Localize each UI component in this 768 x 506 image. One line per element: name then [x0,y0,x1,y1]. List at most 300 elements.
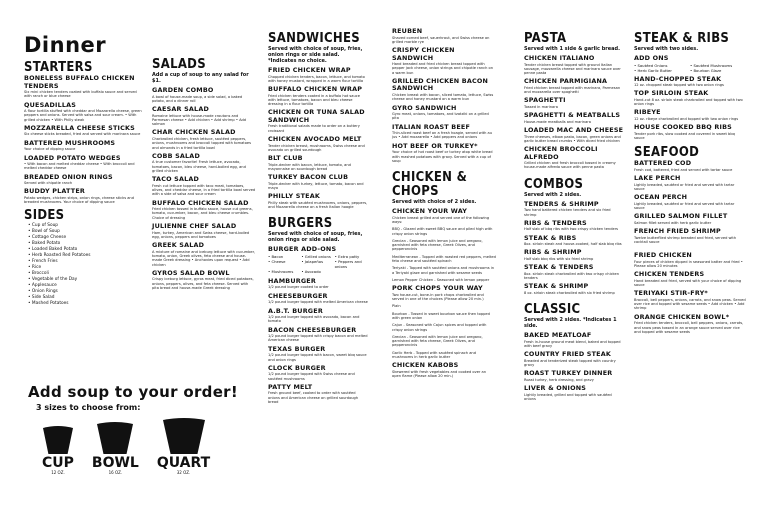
combos-list [524,201,624,295]
side-item: • French Fries [28,259,142,265]
menu-item-desc: Plain [392,304,401,309]
menu-item-name: HAMBURGER [268,276,316,285]
menu-item-name: CHICKEN BROCCOLI ALFREDO [524,145,598,161]
menu-item-name: CLOCK BURGER [268,363,326,372]
menu-item [524,97,624,109]
menu-item-desc: Fresh cut lettuce topped with taco meat, tomatoes, olives, and cheddar cheese, in a fried tortilla bowl served with a side of salsa and sour cream [152,183,256,197]
column-pasta-combos-classic [524,0,624,404]
sandwiches-list [268,67,368,209]
menu-item [152,242,256,267]
menu-item-desc: Potato wedges, chicken strips, onion rings, cheese sticks and breaded mushrooms. Your choice of dipping sauce [24,195,134,205]
menu-item-desc: Two house-cut, bone-in pork chops charbroiled and served in one of the choices (Please allow 20 min.) [392,292,484,302]
menu-item-desc: Tender chicken breast, mushrooms, Swiss cheese and avocado on grilled sourdough [268,143,365,152]
menu-item [392,266,496,275]
menu-item [524,351,624,367]
addon-item: • Mushrooms [268,268,294,274]
menu-item-name: RIBS & SHRIMP [524,248,582,257]
classic-list [524,332,624,401]
menu-item-name: PATTY MELT [268,382,313,391]
menu-item [634,90,746,106]
menu-item-desc: Chicken breast grilled and served one of the following ways: [392,215,490,224]
menu-item-name: GREEK SALAD [152,241,205,250]
menu-item [392,78,496,102]
menu-item-desc: Fried chicken tenders coated in a buffalo hot sauce with lettuce, tomatoes, bacon and bleu cheese dressing in a flour tortilla [268,93,360,107]
menu-item [268,109,368,133]
menu-item [634,124,746,140]
menu-item-desc: Bourbon - Tossed in sweet bourbon sauce then topped with green onion [392,311,490,320]
menu-item [268,155,368,171]
addon-item [335,269,368,274]
menu-item-name: CHEESEBURGER [268,291,328,300]
menu-item-desc: A mixture of romaine and iceburg lettuce with cucumber, tomato, onion, Greek olives, feta cheese and house-made Greek dressing • Anchovies upon request • Add chicken [152,249,256,267]
menu-item [24,155,142,171]
menu-item [268,67,368,83]
menu-item-name: CHAR CHICKEN SALAD [152,128,236,137]
menu-item [392,351,496,360]
menu-item [268,136,368,152]
soup-size-oz: 32 OZ. [176,470,191,475]
starters-list [24,75,142,205]
menu-item [392,323,496,332]
side-item: • Side Salad [28,295,142,301]
menu-item-desc: Philly steak with sautéed mushrooms, onions, peppers, and Mozzarella cheese on a fresh Italian hoagie [268,200,368,210]
menu-item-desc: Four pieces of chicken dipped in seasoned batter and fried • Please allow 20 minutes [634,259,743,268]
menu-item [524,127,624,143]
menu-item-name: BONELESS BUFFALO CHICKEN TENDERS [24,74,135,90]
menu-item [392,239,496,252]
menu-item-desc: Grecian - Seasoned with lemon juice and oregano, garnished with feta cheese, Greek Olives, and pepperoncinis [392,238,483,252]
menu-item [152,176,256,196]
menu-item [634,290,746,310]
menu-item-name: BATTERED COD [634,159,692,168]
menu-item-name: BLT CLUB [268,154,303,163]
menu-item-desc: Chopped chicken tenders, bacon, lettuce, and tomato with honey mustard, wrapped in a warm flour tortilla [268,74,365,83]
menu-item [152,153,256,173]
side-item: • Broccoli [28,271,142,277]
menu-item-desc: Fried chicken breast topped with marinara, Parmesan and mozzarella over spaghetti [524,85,621,95]
menu-item-desc: House-made meatballs and marinara [524,119,591,124]
menu-item [152,129,256,149]
menu-item [268,293,368,305]
menu-item-name: FRENCH FRIED SHRIMP [634,227,721,236]
soup-title: Add soup to your order! [28,383,239,401]
menu-item-name: TACO SALAD [152,175,200,184]
menu-item-desc: Gyro meat, onions, tomatoes, and tzatziki on a grilled pita [392,112,489,121]
menu-item-desc: Romaine lettuce with house-made croutons and Parmesan cheese • Add chicken • Add shrimp • Add salmon [152,113,247,127]
burgers-subtitle: Served with choice of soup, fries, onion rings or side salad. [268,231,363,244]
menu-item-name: LAKE PERCH [634,174,681,183]
menu-item-name: BUFFALO CHICKEN WRAP [268,85,363,94]
menu-item [268,174,368,190]
side-item: • Vegetable of the Day [28,277,142,283]
menu-item [392,335,496,348]
menu-item [24,174,142,186]
menu-item-name: CRISPY CHICKEN SANDWICH [392,46,455,62]
menu-item-desc: Ham, turkey, American and Swiss cheese, hard-boiled egg, onions, peppers and tomatoes [152,230,250,239]
menu-item-name: CHICKEN PARMIGIANA [524,77,608,86]
menu-item-desc: Fresh traditional salads made to order on a buttery croissant [268,124,360,133]
menu-item-name: CHICKEN OR TUNA SALAD SANDWICH [268,108,365,124]
chops-list [392,208,496,378]
menu-item-desc: 1/2 pound burger topped with bacon, sweet bbq sauce and onion rings [268,353,367,362]
menu-item-desc: Grecian - Seasoned with lemon juice and oregano, garnished with feta cheese, Greek Olives, and pepperoncinis [392,334,483,348]
menu-item [152,223,256,239]
menu-item-desc: 1/2 pound burger topped with melted American cheese [268,300,368,305]
menu-item-desc: BBQ - Glazed with sweet BBQ sauce and piled high with crispy onion strings [392,227,493,236]
menu-item-name: ITALIAN ROAST BEEF [392,122,471,131]
menu-item [634,314,746,334]
menu-item-desc: Your choice of dipping sauce [24,147,76,152]
menu-item-name: ROAST TURKEY DINNER [524,369,613,378]
menu-item-desc: Lightly breaded, grilled and topped with sautéed onions [524,392,612,401]
menu-title: Dinner [24,33,107,57]
side-item: • Loaded Baked Potato [28,247,142,253]
menu-item-name: GYROS SALAD BOWL [152,268,230,277]
menu-item [524,332,624,348]
menu-item-desc: Served with chipotle ranch [24,181,73,186]
menu-item-name: GYRO SANDWICH [392,103,457,112]
menu-item [152,200,256,220]
menu-item [524,146,624,170]
soup-size-label: QUART [156,455,211,471]
menu-item-name: CHICKEN KABOBS [392,361,459,370]
menu-item-desc: Fresh ground beef, cooked to order with sautéed onions and American cheese on grilled sourdough bread [268,391,359,405]
side-item: • Applesauce [28,283,142,289]
menu-item [268,278,368,290]
menu-item [268,346,368,362]
menu-item-desc: Lightly breaded, sautéed or fried and served with tartar sauce [634,182,735,191]
menu-item-desc: Fried chicken tossed in buffalo sauce, house cut greens, tomato, cucumber, bacon, and bleu cheese crumbles. Choice of dressing [152,207,253,220]
menu-item [524,55,624,75]
classic-subtitle: Served with 2 sides. *Indicates 1 side. [524,317,617,330]
side-item: • Cottage Cheese [28,235,142,241]
menu-item [634,252,746,268]
starters-heading: STARTERS [24,60,93,75]
soup-size-label: BOWL [91,455,139,471]
salads-heading: SALADS [152,57,206,72]
column-steak-seafood [634,0,746,337]
menu-item-desc: Six mini chicken tenders coated with buffalo sauce and served with ranch or blue cheese [24,90,137,99]
menu-item-desc: Breaded and tenderized steak topped with country gravy [524,358,616,368]
menu-item-desc: 12 oz. chopped steak topped with two onion rings [634,83,724,87]
seafood-heading: SEAFOOD [634,145,700,161]
steak-heading: STEAK & RIBS [634,31,730,46]
menu-item-desc: Charbroiled chicken, fresh lettuce, sautéed peppers, onions, mushrooms and broccoli topped with tomatoes and almonds in a fried tortilla bowl [152,136,251,150]
pasta-heading: PASTA [524,31,567,46]
menu-item-name: RIBS & TENDERS [524,218,587,227]
menu-item-name: BAKED MEATLOAF [524,331,592,340]
sandwiches-subtitle: Served with choice of soup, fries, onion rings or side salad. *Indicates no choice. [268,46,363,64]
menu-item [268,384,368,404]
menu-item [524,201,624,217]
menu-item-name: STEAK & SHRIMP [524,282,589,291]
menu-item-desc: Tender pork ribs, slow cooked and covered in sweet bbq sauce [634,131,735,140]
menu-item-desc: Shaved corned beef, sauerkraut, and Swiss cheese on grilled marble rye [392,35,490,44]
menu-item-desc: Triple-decker with turkey, lettuce, tomato, bacon and mayo [268,181,364,191]
menu-item [634,160,746,172]
menu-item [524,283,624,295]
menu-item [392,47,496,75]
chops-heading: CHICKEN & CHOPS [392,170,468,200]
soup-size-label: CUP [42,455,74,471]
menu-item-name: QUESADILLAS [24,100,77,109]
soup-subtitle: 3 sizes to choose from: [36,403,141,412]
salads-list [152,87,256,290]
menu-item-name: CHICKEN TENDERS [634,270,705,279]
menu-item-desc: Fresh in-house ground meat blend, baked and topped with beef gravy [524,339,621,348]
menu-item-desc: Cajun - Seasoned with Cajun spices and topped with crispy onion strings [392,323,487,332]
sandwiches-heading: SANDWICHES [268,31,361,46]
chops-subtitle: Served with choice of 2 sides. [392,199,477,206]
menu-item-name: JULIENNE CHEF SALAD [152,222,237,231]
menu-item [152,106,256,126]
menu-item [634,228,746,244]
menu-item-desc: Hand breaded and fried, served with your choice of dipping sauce [634,278,742,288]
menu-item-name: CHICKEN YOUR WAY [392,207,468,216]
menu-item [634,109,746,121]
combos-subtitle: Served with 2 sides. [524,191,582,198]
soup-promo [28,383,238,501]
side-item: • Onion Rings [28,289,142,295]
more-list [634,252,746,334]
menu-item-name: TOP SIRLOIN STEAK [634,89,709,98]
menu-item [524,235,624,247]
menu-item [634,76,746,88]
menu-item [392,278,496,282]
menu-item-desc: Mediterranean - Topped with roasted red peppers, melted feta cheese and sautéed spinach [392,254,496,264]
side-item: • Rice [28,265,142,271]
soup-size [92,422,139,475]
burgers-list [268,278,368,404]
menu-item [268,327,368,343]
menu-item [392,304,496,308]
menu-item-desc: 1/2 pound burger topped with avocado, bacon and tomato [268,315,360,324]
menu-item-name: COUNTRY FRIED STEAK [524,350,612,359]
menu-item-name: TURKEY BACON CLUB [268,173,349,182]
menu-item-name: SPAGHETTI & MEATBALLS [524,111,621,120]
menu-item [392,312,496,321]
column-starters-sides [24,0,142,307]
menu-item-name: BATTERED MUSHROOMS [24,138,116,147]
menu-item-desc: Garlic Herb - Topped with sautéed spinach and mushrooms in herb garlic butter [392,350,476,359]
soup-size-oz: 12 OZ. [51,470,65,475]
menu-item [392,143,496,163]
menu-item-desc: Thin-sliced roast beef on a fresh hoagie, served with au jus • Add mozzarella • Add peppers and onions [392,131,493,140]
menu-item-desc: Three cheeses, elbow pasta, bacon, green onions and garlic butter bread crumbs • With diced fried chicken [524,134,621,143]
addon-item: • Herb Garlic Butter [634,67,672,73]
menu-item [268,86,368,106]
menu-item-name: BACON CHEESEBURGER [268,325,357,334]
menu-item-desc: Crispy iceburg lettuce, gyros meat, fried diced potatoes, onions, peppers, olives, and feta cheese. Served with pita bread and house-made Greek dressing [152,277,254,290]
menu-item-name: GRILLED CHICKEN BACON SANDWICH [392,76,489,93]
menu-item-desc: A flour tortilla stuffed with cheddar and Mozzarella cheese, green peppers and onions. Served with salsa and sour cream. • With grilled chicken • With Philly steak [24,109,142,122]
addon-item: • Extra patty [334,253,360,259]
menu-item-desc: 1/2 pound burger cooked to order [268,285,329,290]
sides-heading: SIDES [24,207,65,223]
soup-size [157,418,210,475]
pasta-subtitle: Served with 1 side & garlic bread. [524,46,621,52]
salads-subtitle: Add a cup of soup to any salad for $1. [152,72,249,84]
side-item: • Bowl of Soup [28,229,142,235]
side-item: • Baked Potato [28,241,142,247]
addon-item: • Grilled onions [301,253,331,259]
menu-item-name: BREADED ONION RINGS [24,172,113,181]
menu-item-desc: Fresh cod, battered, fried and served with tartar sauce [634,167,733,172]
side-item: • Herb Roasted Red Potatoes [28,253,142,259]
menu-item-name: SPAGHETTI [524,96,566,105]
addon-item: • Jalapeños [301,258,324,264]
menu-item-name: LOADED POTATO WEDGES [24,153,121,162]
menu-item-desc: Half slab of bbq ribs with two crispy chicken tenders [524,227,619,232]
menu-item-name: PHILLY STEAK [268,192,321,201]
menu-item-desc: Six cheese sticks breaded, fried and served with marinara sauce [24,132,141,137]
menu-item [392,255,496,264]
menu-item [634,271,746,287]
burger-addons [268,254,368,274]
menu-item-desc: Twelve butterflied shrimp breaded and fried, served with cocktail sauce [634,235,737,244]
menu-item-desc: Teriyaki - Topped with sautéed onions and mushrooms in a Teriyaki glaze and garnished with sesame seeds [392,266,494,275]
addon-item: • Cheese [268,258,286,264]
menu-item-desc: Fried chicken tenders, broccoli, bell peppers, onions, carrots, and snow peas tossed in an orange sauce served over rice and topped with sesame seeds [634,321,744,334]
menu-item-name: REUBEN [392,27,423,35]
column-sandwiches-burgers [268,0,368,407]
menu-item [524,385,624,401]
menu-item [392,362,496,378]
addon-item: • Peppers and onions [334,258,362,269]
soup-cup-icon [163,418,205,454]
burger-addons-heading: BURGER ADD-ONS [268,245,337,254]
menu-item-name: RIBEYE [634,108,661,117]
addon-item: • Sautéed Onions [634,62,668,68]
soup-sizes [42,418,238,475]
menu-item-name: CHICKEN ITALIANO [524,54,595,62]
menu-item-desc: Two hand battered chicken tenders and six fried shrimp [524,208,611,217]
menu-item-desc: 8 oz. sirloin steak charbroiled with six fried shrimp [524,290,615,295]
menu-item-desc: 8oz. sirloin steak charbroiled with two crispy chicken tenders [524,271,619,281]
steak-addons [634,63,746,73]
menu-item [392,28,496,44]
seafood-list [634,160,746,244]
combos-heading: COMBOS [524,176,584,192]
menu-item [24,188,142,204]
menu-item-desc: Roast turkey, herb dressing, and gravy [524,377,594,382]
addon-item: • Bourbon Glaze [690,67,722,73]
menu-item-desc: Tender chicken breast topped with ground Italian sausage, mozzarella cheese and marinara sauce over penne pasta [524,62,621,76]
menu-item [634,213,746,225]
menu-item-name: TENDERS & SHRIMP [524,199,599,208]
menu-item-name: HOUSE COOKED BBQ RIBS [634,123,732,132]
menu-item [392,105,496,121]
menu-item-desc: Salmon fillet served with herb garlic butter [634,220,712,225]
menu-item [392,227,496,236]
sides-list [28,223,142,307]
menu-item-desc: Lemon Pepper Chicken - Seasoned with lemon pepper [392,277,490,282]
sandwiches2-list [392,28,496,163]
addon-item: • Sautéed Mushrooms [690,62,733,68]
menu-item [634,175,746,191]
menu-item-desc: • With bacon and melted cheddar cheese • With broccoli and melted cheddar cheese [24,162,135,171]
menu-item-desc: Skewered with fresh vegetables and cooked over an open flame (Please allow 20 min.) [392,369,487,379]
menu-item-desc: A bowl of house-made soup, a side salad, a baked potato, and a dinner roll [152,94,243,103]
menu-item-name: LOADED MAC AND CHEESE [524,126,624,135]
menu-item-name: HOT BEEF OR TURKEY* [392,141,478,150]
menu-item [268,193,368,209]
soup-size-oz: 16 OZ. [108,470,123,475]
menu-item-name: FRIED CHICKEN [634,251,692,260]
menu-item-name: PORK CHOPS YOUR WAY [392,284,483,293]
pasta-list [524,55,624,170]
menu-item [392,124,496,140]
menu-item [24,125,142,137]
menu-item [24,140,142,152]
menu-item-desc: 8oz. sirloin steak and house-cooked, half slab bbq ribs [524,242,622,247]
menu-item-name: OCEAN PERCH [634,193,688,202]
menu-item-desc: 12 oz. ribeye charbroiled and topped with two onion rings [634,116,739,121]
menu-item [524,370,624,382]
menu-item [524,112,624,124]
soup-size [42,426,74,475]
menu-item [152,270,256,290]
steak-addons-heading: ADD ONS [634,54,669,62]
menu-item-name: FRIED CHICKEN WRAP [268,66,351,74]
menu-item-desc: Hand breaded and fried chicken breast topped with pepper jack cheese, onion strings and chipotle ranch on a warm bun [392,62,493,75]
menu-item [24,75,142,99]
menu-item-name: HAND-CHOPPED STEAK [634,74,722,83]
soup-cup-icon [43,426,73,454]
menu-item-desc: Tossed in marinara [524,104,558,109]
addon-item: • Bacon [268,253,284,259]
menu-item [524,249,624,261]
menu-item [392,285,496,301]
menu-item-name: STEAK & RIBS [524,233,577,242]
menu-item [152,87,256,103]
soup-cup-icon [97,422,133,454]
side-item: • Mashed Potatoes [28,301,142,307]
menu-item-name: GRILLED SALMON FILLET [634,212,728,221]
menu-item-name: MOZZARELLA CHEESE STICKS [24,123,135,132]
menu-item-desc: 1/2 pound burger topped with crispy bacon and melted American cheese [268,334,368,343]
menu-item-desc: Chicken breast with bacon, sliced tomato, lettuce, Swiss cheese and honey mustard on a warm bun [392,92,494,102]
menu-item [392,208,496,224]
menu-item-desc: Lightly breaded, sautéed or fried and served with tartar sauce [634,201,735,210]
steak-subtitle: Served with two sides. [634,46,699,52]
column-sandwiches2-chops [392,0,496,381]
menu-item [634,194,746,210]
menu-item-name: GARDEN COMBO [152,86,214,94]
column-salads [152,0,256,293]
menu-item-name: TERIYAKI STIR-FRY* [634,289,708,298]
menu-item [524,78,624,94]
menu-item-name: CAESAR SALAD [152,105,209,114]
side-item: • Cup of Soup [28,223,142,229]
menu-item-name: LIVER & ONIONS [524,384,587,393]
menu-item-name: BUDDY PLATTER [24,187,86,196]
menu-item-name: CHICKEN AVOCADO MELT [268,135,362,144]
classic-heading: CLASSIC [524,302,581,318]
menu-item [524,220,624,232]
menu-item-desc: Grilled chicken and fresh broccoli tossed in creamy house-made alfredo sauce with penne pasta [524,161,616,170]
menu-item-name: ORANGE CHICKEN BOWL* [634,312,730,321]
menu-item-name: COBB SALAD [152,151,200,160]
menu-item-desc: Half slab bbq ribs with six fried shrimp [524,256,594,261]
menu-item-desc: Broccoli, bell peppers, onions, carrots, and snow peas. Served over rice and topped with sesame seeds • Add chicken • Add shrimp [634,297,746,311]
menu-item [524,264,624,280]
menu-item-desc: Triple-decker with bacon, lettuce, tomato, and mayonnaise on sourdough bread [268,162,351,171]
addon-item: • Avocado [301,268,321,274]
menu-item-name: TEXAS BURGER [268,344,326,353]
menu-item-name: BUFFALO CHICKEN SALAD [152,198,249,207]
menu-item-name: STEAK & TENDERS [524,263,594,272]
